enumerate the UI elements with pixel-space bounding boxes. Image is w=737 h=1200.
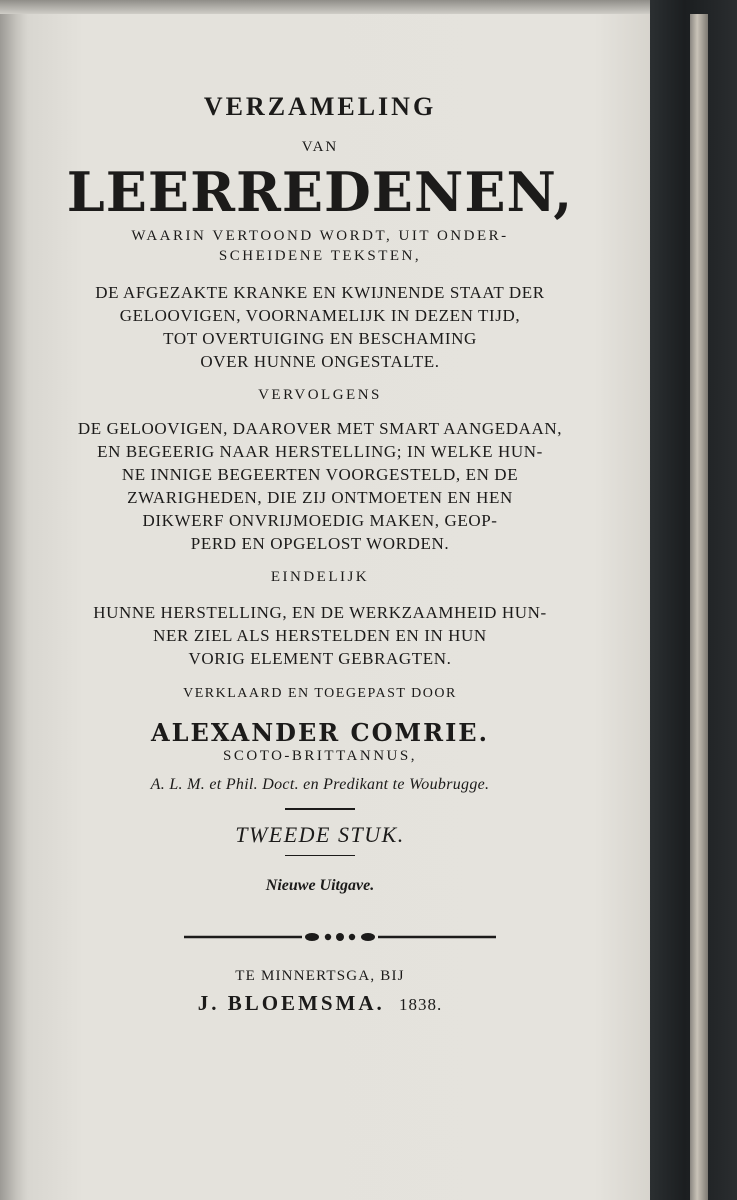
author-origin: SCOTO-BRITTANNUS, [223, 748, 417, 764]
para1-line-1: DE AFGEZAKTE KRANKE EN KWIJNENDE STAAT DER [95, 283, 545, 302]
imprint-line [0, 991, 640, 1016]
para2-line-6: PERD EN OPGELOST WORDEN. [190, 534, 450, 553]
imprint-year: 1838. [399, 995, 443, 1014]
title-line-1: VERZAMELING [203, 92, 437, 121]
heading-vervolgens: VERVOLGENS [258, 387, 382, 403]
imprint-place: TE MINNERTSGA, BIJ [235, 968, 405, 984]
para2-line-3: NE INNIGE BEGEERTEN VOORGESTELD, EN DE [121, 465, 519, 484]
author-titles: A. L. M. et Phil. Doct. en Predikant te Woubrugge. [150, 776, 490, 793]
ornament-rule [180, 929, 500, 945]
volume-label: TWEEDE STUK. [235, 822, 405, 847]
para1-line-4: OVER HUNNE ONGESTALTE. [200, 352, 440, 371]
imprint-publisher: J. BLOEMSMA. [197, 991, 385, 1015]
main-title: LEERREDENEN, [66, 160, 574, 224]
author-name: ALEXANDER COMRIE. [151, 718, 489, 747]
para3-line-2: NER ZIEL ALS HERSTELDEN EN IN HUN [153, 626, 487, 645]
title-line-2: VAN [301, 139, 339, 155]
para1-line-3: TOT OVERTUIGING EN BESCHAMING [163, 329, 477, 348]
subtitle-line-1: WAARIN VERTOOND WORDT, UIT ONDER- [131, 228, 509, 244]
divider-short-top [285, 808, 355, 810]
para1-line-2: GELOOVIGEN, VOORNAMELIJK IN DEZEN TIJD, [119, 306, 521, 325]
para2-line-1: DE GELOOVIGEN, DAAROVER MET SMART AANGEDAAN, [77, 419, 563, 438]
divider-short-bottom [285, 855, 355, 856]
para3-line-3: VORIG ELEMENT GEBRAGTEN. [188, 649, 452, 668]
heading-eindelijk: EINDELIJK [270, 569, 370, 585]
para2-line-2: EN BEGEERIG NAAR HERSTELLING; IN WELKE HUN- [97, 442, 543, 461]
edition-label: Nieuwe Uitgave. [265, 877, 375, 894]
para2-line-4: ZWARIGHEDEN, DIE ZIJ ONTMOETEN EN HEN [127, 488, 513, 507]
para2-line-5: DIKWERF ONVRIJMOEDIG MAKEN, GEOP- [142, 511, 498, 530]
subtitle-line-2: SCHEIDENE TEKSTEN, [218, 248, 422, 264]
para3-line-1: HUNNE HERSTELLING, EN DE WERKZAAMHEID HUN- [93, 603, 547, 622]
explained-by: VERKLAARD EN TOEGEPAST DOOR [183, 686, 457, 701]
